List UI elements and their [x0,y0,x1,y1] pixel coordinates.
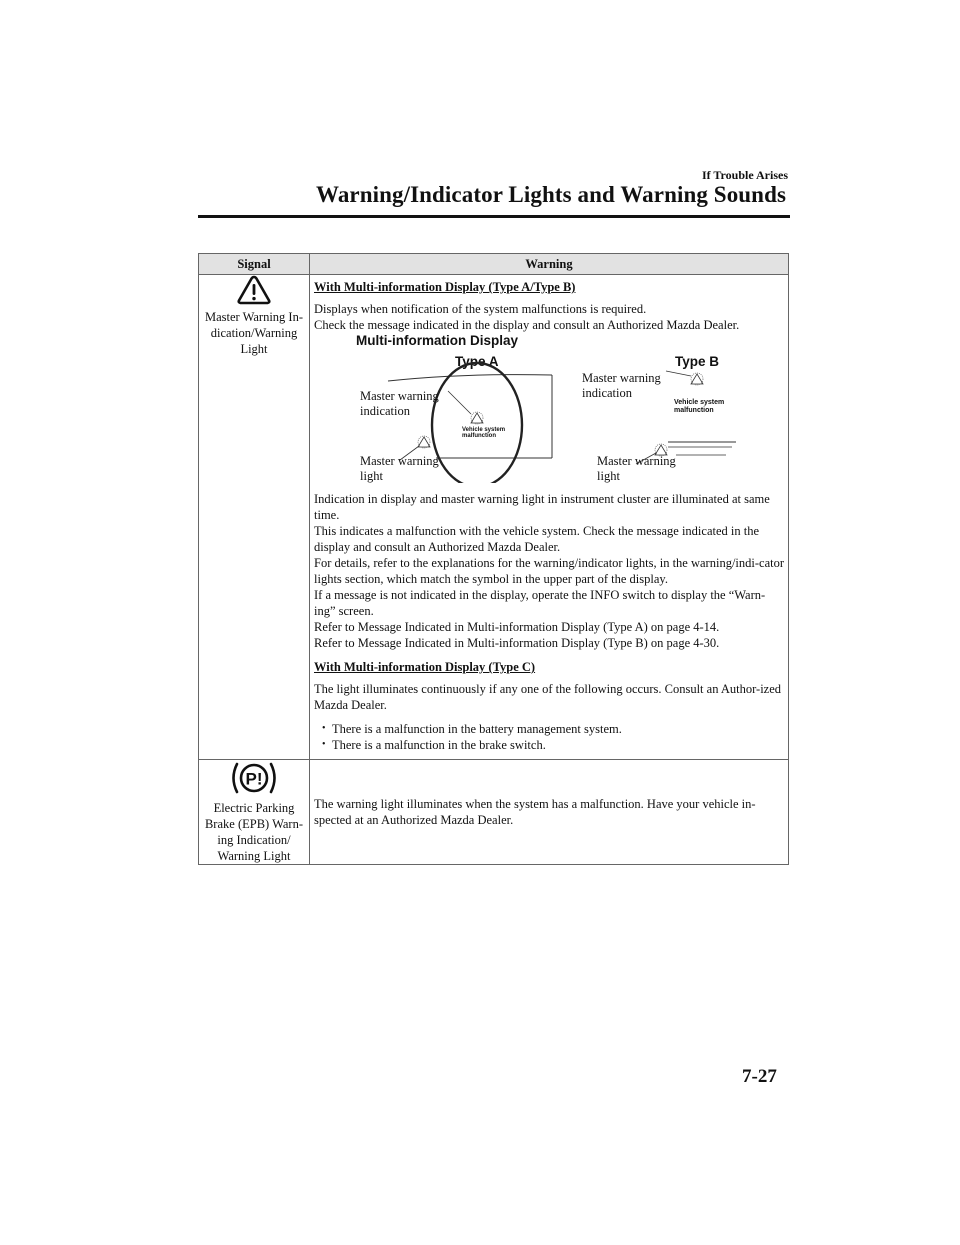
intro-line-1: Displays when notification of the system malfunctions is required. [314,302,647,316]
page-title: Warning/Indicator Lights and Warning Sounds [316,182,787,207]
system-message-line2: malfunction [674,407,714,414]
body-paragraph: If a message is not indicated in the display, operate the INFO switch to display the “Warn-ing” screen. [314,588,766,618]
body-paragraph: Refer to Message Indicated in Multi-information Display (Type A) on page 4-14. [314,620,720,634]
body-paragraph: Indication in display and master warning light in instrument cluster are illuminated at same time. [314,492,770,522]
intro-line-2: Check the message indicated in the display and consult an Authorized Mazda Dealer. [314,318,740,332]
signal-label-epb: Electric Parking Brake (EPB) Warn-ing Indication/ Warning Light [204,801,304,863]
body-paragraph: This indicates a malfunction with the vehicle system. Check the message indicated in the display and consult an Authorized Mazda Dealer. [314,524,760,554]
signal-cell [199,760,310,865]
label-master-warning-light-b: Master warning light [597,454,676,483]
subheading-type-ab: With Multi-information Display (Type A/Type B) [314,280,576,294]
label-master-warning-indication-b: Master warning indication [582,371,661,400]
table-row [199,275,789,760]
list-item: • There is a malfunction in the battery management system. [322,721,784,737]
parking-brake-icon [228,760,280,796]
header-rule [198,215,790,218]
section-title: If Trouble Arises [701,168,788,182]
label-master-warning-indication-a: Master warning indication [360,389,439,418]
warning-cell [310,275,789,760]
bullet-list [314,721,784,753]
column-header-signal: Signal [199,254,310,275]
warning-cell [310,760,789,865]
warning-table [198,253,789,865]
system-message-b [674,399,724,415]
table-header-row [199,254,789,275]
signal-cell [199,275,310,760]
system-message-line2: malfunction [462,433,496,439]
parking-brake-icon-text: P! [245,769,263,789]
signal-label-master-warning: Master Warning In-dication/Warning Light [204,310,304,356]
body-paragraph: For details, refer to the explanations for the warning/indicator lights, in the warning/indi-cator lights section, which match the symbol in the upper part of the display. [314,556,785,586]
body-paragraph: Refer to Message Indicated in Multi-information Display (Type B) on page 4-30. [314,636,720,650]
type-a-label: Type A [455,354,499,369]
system-message-line1: Vehicle system [674,399,725,406]
column-header-warning: Warning [310,254,789,275]
page-number: 7-27 [742,1066,777,1087]
system-message-line1: Vehicle system [462,427,506,433]
diagram-title: Multi-information Display [356,333,518,348]
multi-information-display-diagram [314,333,784,483]
list-item: • There is a malfunction in the brake switch. [322,737,784,753]
epb-warning-text: The warning light illuminates when the system has a malfunction. Have your vehicle in-spected at an Authorized Mazda Dealer. [314,797,756,827]
system-message-a [462,427,505,439]
subheading-type-c: With Multi-information Display (Type C) [314,660,536,674]
type-b-label: Type B [675,354,720,369]
type-c-intro: The light illuminates continuously if any one of the following occurs. Consult an Author-ized Mazda Dealer. [314,682,782,712]
table-row [199,760,789,865]
label-master-warning-light-a: Master warning light [360,454,439,483]
warning-triangle-icon [237,275,271,305]
